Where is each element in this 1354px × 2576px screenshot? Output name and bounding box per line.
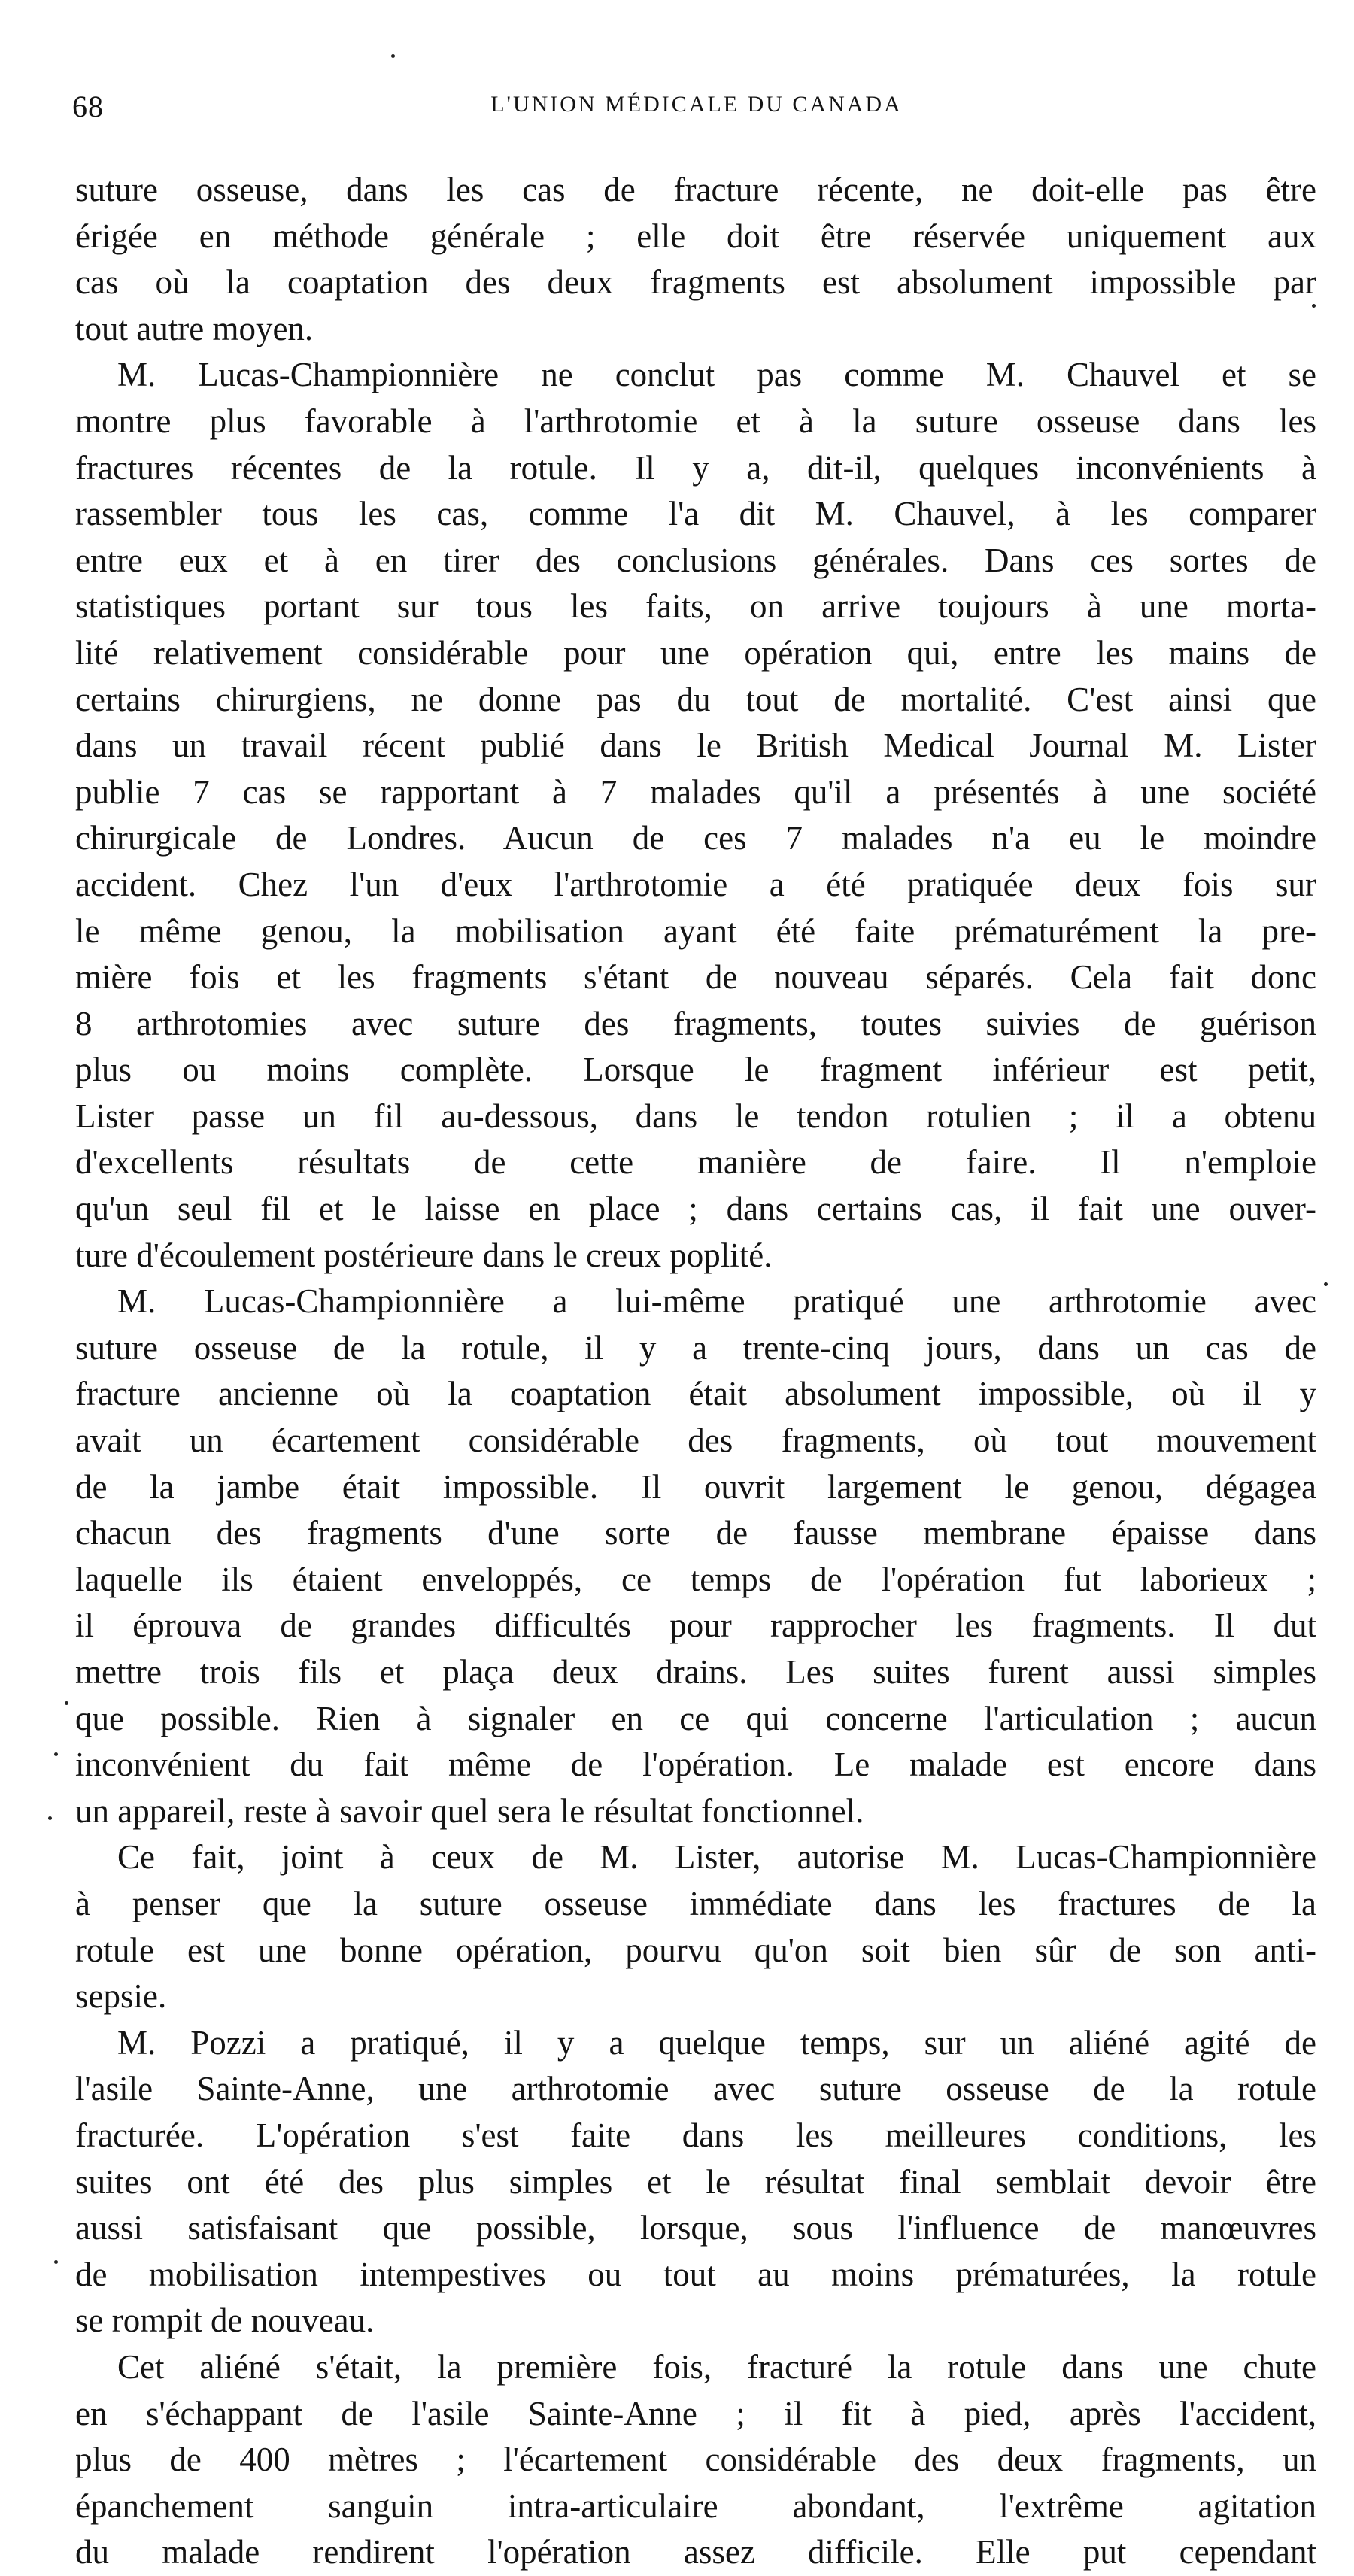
- text-line: sepsie.: [75, 1977, 167, 2016]
- text-line: cas où la coaptation des deux fragments est absolument impossible par: [75, 263, 1316, 302]
- scan-speck: [48, 1816, 52, 1820]
- scan-speck: [1324, 1282, 1328, 1286]
- text-line: entre eux et à en tirer des conclusions générales. Dans ces sortes de: [75, 541, 1316, 579]
- page-number: 68: [72, 90, 104, 123]
- paragraph-first-line: M. Lucas-Championnière ne conclut pas comme M. Chauvel et se: [117, 356, 1316, 394]
- text-line: le même genou, la mobilisation ayant été faite prématurément la pre-: [75, 912, 1316, 950]
- text-line: dans un travail récent publié dans le British Medical Journal M. Lister: [75, 727, 1316, 765]
- text-line: inconvénient du fait même de l'opération. Le malade est encore dans: [75, 1746, 1316, 1784]
- text-line: d'excellents résultats de cette manière de faire. Il n'emploie: [75, 1143, 1316, 1182]
- text-line: mière fois et les fragments s'étant de nouveau séparés. Cela fait donc: [75, 958, 1316, 997]
- scan-speck: [391, 54, 395, 58]
- text-line: rotule est une bonne opération, pourvu qu'on soit bien sûr de son anti-: [75, 1931, 1316, 1969]
- scan-speck: [65, 1701, 68, 1705]
- text-line: avait un écartement considérable des fragments, où tout mouvement: [75, 1422, 1316, 1460]
- text-line: aussi satisfaisant que possible, lorsque, sous l'influence de manœuvres: [75, 2209, 1316, 2247]
- text-line: Lister passe un fil au-dessous, dans le tendon rotulien ; il a obtenu: [75, 1097, 1316, 1135]
- text-line: érigée en méthode générale ; elle doit être réservée uniquement aux: [75, 217, 1316, 255]
- paragraph-first-line: Cet aliéné s'était, la première fois, fracturé la rotule dans une chute: [117, 2347, 1316, 2386]
- scan-speck: [54, 1752, 58, 1756]
- text-line: tout autre moyen.: [75, 309, 314, 347]
- scan-speck: [1312, 304, 1316, 308]
- text-line: statistiques portant sur tous les faits, on arrive toujours à une morta-: [75, 587, 1316, 626]
- text-line: chirurgicale de Londres. Aucun de ces 7 malades n'a eu le moindre: [75, 819, 1316, 857]
- text-line: accident. Chez l'un d'eux l'arthrotomie a été pratiquée deux fois sur: [75, 865, 1316, 903]
- text-line: l'asile Sainte-Anne, une arthrotomie avec suture osseuse de la rotule: [75, 2070, 1316, 2108]
- text-line: fractures récentes de la rotule. Il y a, dit-il, quelques inconvénients à: [75, 448, 1316, 487]
- text-line: se rompit de nouveau.: [75, 2301, 375, 2340]
- text-line: montre plus favorable à l'arthrotomie et à la suture osseuse dans les: [75, 402, 1316, 440]
- text-line: chacun des fragments d'une sorte de fausse membrane épaisse dans: [75, 1514, 1316, 1552]
- text-line: suture osseuse de la rotule, il y a trente-cinq jours, dans un cas de: [75, 1328, 1316, 1367]
- paragraph-first-line: M. Pozzi a pratiqué, il y a quelque temps, sur un aliéné agité de: [117, 2023, 1316, 2062]
- text-line: de mobilisation intempestives ou tout au moins prématurées, la rotule: [75, 2255, 1316, 2293]
- text-line: suites ont été des plus simples et le résultat final semblait devoir être: [75, 2162, 1316, 2201]
- text-line: un appareil, reste à savoir quel sera le résultat fonctionnel.: [75, 1792, 864, 1830]
- text-line: laquelle ils étaient enveloppés, ce temps de l'opération fut laborieux ;: [75, 1560, 1316, 1598]
- text-line: plus ou moins complète. Lorsque le fragment inférieur est petit,: [75, 1051, 1316, 1089]
- body-text: [75, 167, 1316, 2576]
- text-line: en s'échappant de l'asile Sainte-Anne ; il fit à pied, après l'accident,: [75, 2394, 1316, 2432]
- text-line: certains chirurgiens, ne donne pas du tout de mortalité. C'est ainsi que: [75, 680, 1316, 718]
- text-line: à penser que la suture osseuse immédiate dans les fractures de la: [75, 1884, 1316, 1922]
- running-head: L'UNION MÉDICALE DU CANADA: [490, 92, 903, 117]
- text-line: publie 7 cas se rapportant à 7 malades qu'il a présentés à une société: [75, 772, 1316, 811]
- text-line: du malade rendirent l'opération assez difficile. Elle put cependant: [75, 2533, 1316, 2571]
- text-line: lité relativement considérable pour une opération qui, entre les mains de: [75, 633, 1316, 672]
- text-line: fracture ancienne où la coaptation était absolument impossible, où il y: [75, 1375, 1316, 1413]
- paragraph-first-line: Ce fait, joint à ceux de M. Lister, autorise M. Lucas-Championnière: [117, 1838, 1316, 1877]
- text-line: épanchement sanguin intra-articulaire abondant, l'extrême agitation: [75, 2486, 1316, 2525]
- text-line: suture osseuse, dans les cas de fracture récente, ne doit-elle pas être: [75, 171, 1316, 208]
- page-header: [72, 89, 1321, 134]
- text-line: ture d'écoulement postérieure dans le creux poplité.: [75, 1236, 773, 1274]
- text-line: de la jambe était impossible. Il ouvrit largement le genou, dégagea: [75, 1467, 1316, 1506]
- paragraph-first-line: M. Lucas-Championnière a lui-même pratiqué une arthrotomie avec: [117, 1282, 1316, 1321]
- text-line: rassembler tous les cas, comme l'a dit M. Chauvel, à les comparer: [75, 495, 1316, 533]
- scan-speck: [54, 2260, 58, 2264]
- text-line: qu'un seul fil et le laisse en place ; dans certains cas, il fait une ouver-: [75, 1190, 1316, 1228]
- text-line: plus de 400 mètres ; l'écartement considérable des deux fragments, un: [75, 2441, 1316, 2479]
- text-line: fracturée. L'opération s'est faite dans les meilleures conditions, les: [75, 2116, 1316, 2154]
- text-line: il éprouva de grandes difficultés pour rapprocher les fragments. Il dut: [75, 1607, 1316, 1645]
- text-line: mettre trois fils et plaça deux drains. Les suites furent aussi simples: [75, 1653, 1316, 1691]
- text-line: que possible. Rien à signaler en ce qui concerne l'articulation ; aucun: [75, 1699, 1316, 1737]
- text-line: 8 arthrotomies avec suture des fragments, toutes suivies de guérison: [75, 1004, 1316, 1042]
